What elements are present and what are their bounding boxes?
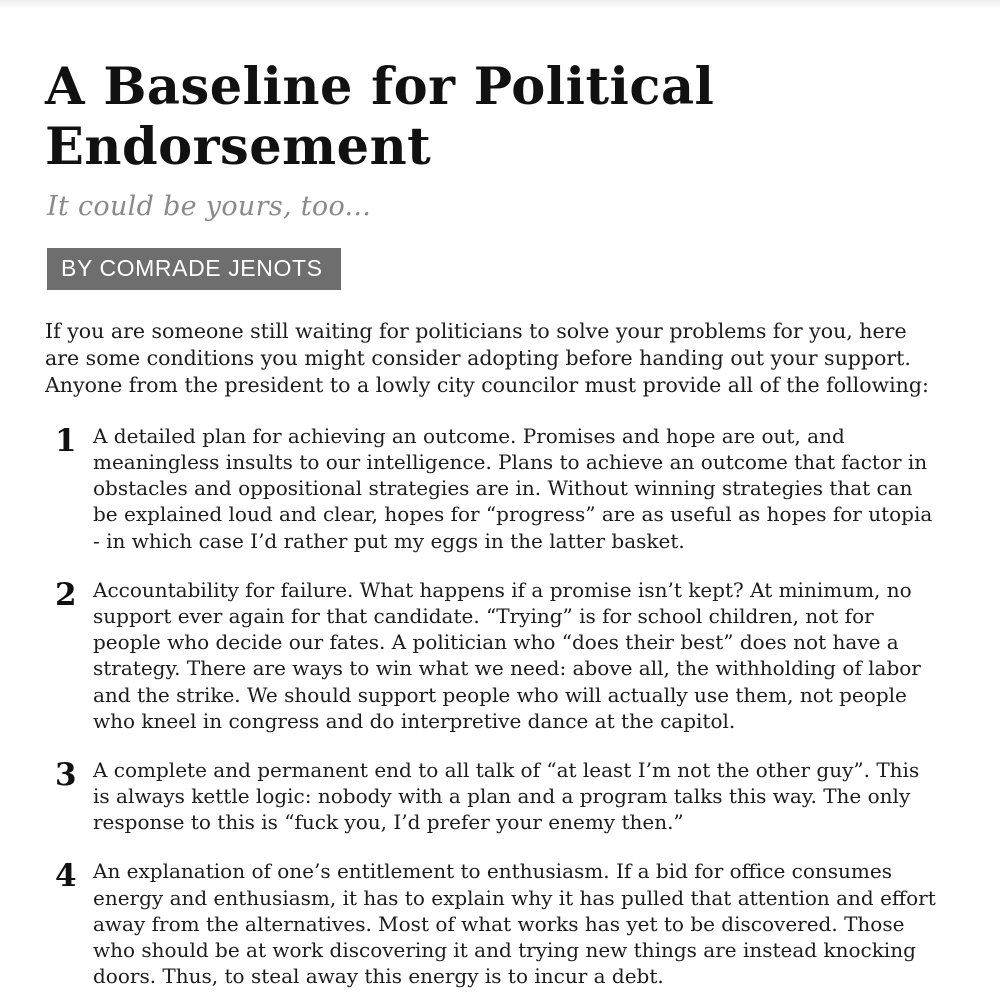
page-subtitle: It could be yours, too...	[47, 191, 372, 223]
list-item	[45, 423, 938, 554]
list-item-number: 1	[55, 422, 77, 459]
list-item	[45, 757, 938, 836]
list-item	[45, 577, 938, 734]
list-item	[45, 858, 938, 989]
list-item-text: An explanation of one’s entitlement to enthusiasm. If a bid for office consumes energy and enthusiasm, it has to explain why it has pulled that attention and effort away from the alternatives. Most of what works has yet to be discovered. Those who should be at work discovering it and trying new things are instead knocking doors. Thus, to steal away this energy is to incur a debt.	[93, 859, 936, 989]
top-edge-decoration	[0, 0, 1000, 9]
list-item-text: Accountability for failure. What happens if a promise isn’t kept? At minimum, no support ever again for that candidate. “Trying” is for school children, not for people who decide our fates. A politician who “does their best” does not have a strategy. There are ways to win what we need: above all, the withholding of labor and the strike. We should support people who will actually use them, not people who kneel in congress and do interpretive dance at the capitol.	[93, 577, 921, 733]
conditions-list	[45, 423, 938, 990]
list-item-text: A detailed plan for achieving an outcome. Promises and hope are out, and meaningless insults to our intelligence. Plans to achieve an outcome that factor in obstacles and oppositional strategies are in. Without winning strategies that can be explained loud and clear, hopes for “progress” are as useful as hopes for utopia - in which case I’d rather put my eggs in the latter basket.	[93, 423, 933, 553]
list-item-text: A complete and permanent end to all talk of “at least I’m not the other guy”. This is always kettle logic: nobody with a plan and a program talks this way. The only response to this is “fuck you, I’d prefer your enemy then.”	[93, 757, 920, 835]
list-item-number: 3	[55, 756, 77, 793]
list-item-number: 2	[55, 576, 77, 613]
page-title: A Baseline for Political Endorsement	[45, 57, 715, 177]
byline-badge: BY COMRADE JENOTS	[47, 248, 341, 290]
intro-paragraph: If you are someone still waiting for politicians to solve your problems for you, here are some conditions you might consider adopting before handing out your support. Anyone from the president to a lowly city councilor must provide all of the following:	[45, 319, 929, 397]
list-item-number: 4	[55, 858, 77, 895]
